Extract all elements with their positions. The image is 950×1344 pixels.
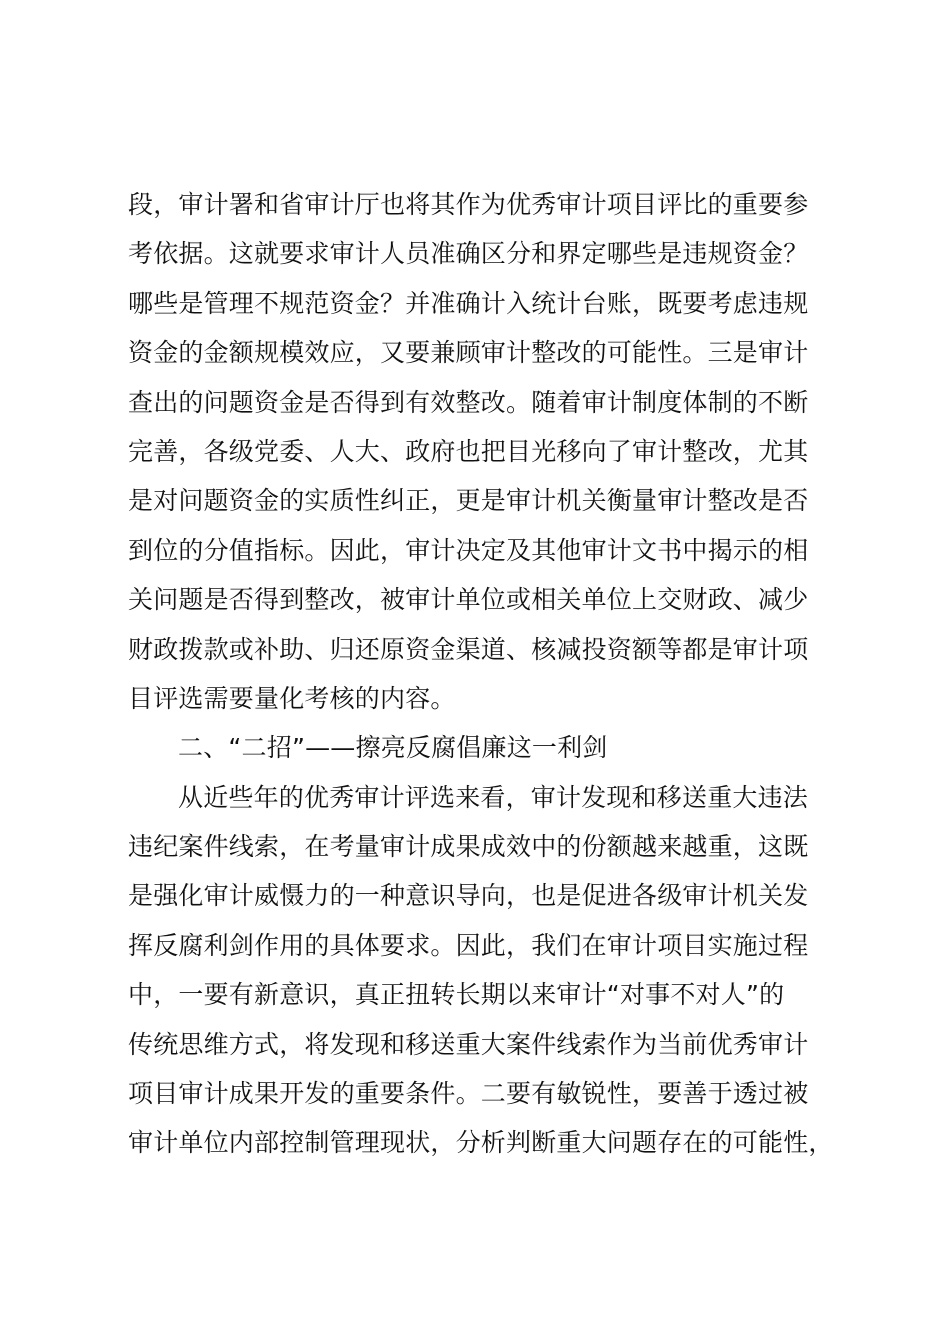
text-line: 挥反腐利剑作用的具体要求。因此，我们在审计项目实施过程 bbox=[128, 930, 809, 960]
text-line: 中，一要有新意识，真正扭转长期以来审计“对事不对人”的 bbox=[128, 980, 785, 1010]
text-line: 考依据。这就要求审计人员准确区分和界定哪些是违规资金？ bbox=[128, 239, 809, 269]
text-line: 项目审计成果开发的重要条件。二要有敏锐性，要善于透过被 bbox=[128, 1079, 809, 1109]
paragraph-first-line: 从近些年的优秀审计评选来看，审计发现和移送重大违法 bbox=[178, 782, 809, 812]
text-line: 哪些是管理不规范资金？并准确计入统计台账，既要考虑违规 bbox=[128, 288, 809, 318]
text-line: 完善，各级党委、人大、政府也把目光移向了审计整改，尤其 bbox=[128, 436, 809, 466]
text-line: 是强化审计威慑力的一种意识导向，也是促进各级审计机关发 bbox=[128, 881, 809, 911]
text-line: 资金的金额规模效应，又要兼顾审计整改的可能性。三是审计 bbox=[128, 338, 809, 368]
section-heading: 二、“二招”——擦亮反腐倡廉这一利剑 bbox=[178, 733, 608, 763]
text-line: 违纪案件线索，在考量审计成果成效中的份额越来越重，这既 bbox=[128, 832, 809, 862]
text-line: 到位的分值指标。因此，审计决定及其他审计文书中揭示的相 bbox=[128, 535, 809, 565]
text-line: 审计单位内部控制管理现状，分析判断重大问题存在的可能性， bbox=[128, 1128, 834, 1158]
text-line: 传统思维方式，将发现和移送重大案件线索作为当前优秀审计 bbox=[128, 1029, 809, 1059]
text-line: 关问题是否得到整改，被审计单位或相关单位上交财政、减少 bbox=[128, 585, 809, 615]
text-line: 查出的问题资金是否得到有效整改。随着审计制度体制的不断 bbox=[128, 387, 809, 417]
text-line: 财政拨款或补助、归还原资金渠道、核减投资额等都是审计项 bbox=[128, 634, 809, 664]
document-body bbox=[128, 180, 840, 1168]
text-line: 是对问题资金的实质性纠正，更是审计机关衡量审计整改是否 bbox=[128, 486, 809, 516]
text-line: 段，审计署和省审计厅也将其作为优秀审计项目评比的重要参 bbox=[128, 190, 809, 219]
text-line: 目评选需要量化考核的内容。 bbox=[128, 683, 456, 713]
